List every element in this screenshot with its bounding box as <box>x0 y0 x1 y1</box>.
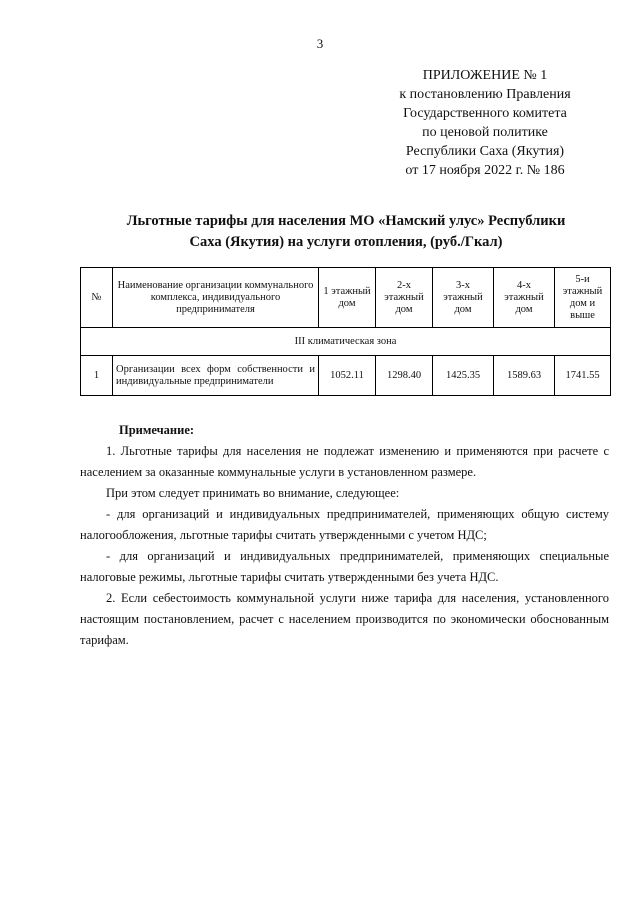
title-line: Льготные тарифы для населения МО «Намский улус» Республики <box>126 213 566 229</box>
title-line: Саха (Якутия) на услуги отопления, (руб./Гкал) <box>189 234 503 250</box>
tariff-table <box>80 267 611 396</box>
appendix-line: по ценовой политике <box>422 125 548 140</box>
note-paragraph: При этом следует принимать во внимание, следующее: <box>106 486 400 500</box>
row-num: 1 <box>81 356 113 396</box>
notes-heading: Примечание: <box>119 423 195 437</box>
notes-section <box>80 420 609 651</box>
zone-row <box>81 328 611 356</box>
page-number: 3 <box>316 36 324 51</box>
note-paragraph: 1. Льготные тарифы для населения не подлежат изменению и применяются при расчете с населением за оказанные коммунальные услуги в установленном размере. <box>80 444 609 479</box>
note-paragraph: - для организаций и индивидуальных предпринимателей, применяющих общую систему налогообложения, льготные тарифы считать утвержденными с учетом НДС; <box>80 507 609 542</box>
tariff-floor-5: 1741.55 <box>555 356 611 396</box>
tariff-floor-2: 1298.40 <box>376 356 433 396</box>
header-floor-2: 2-х этажный дом <box>376 268 433 328</box>
note-paragraph: 2. Если себестоимость коммунальной услуги ниже тарифа для населения, установленного настоящим постановлением, расчет с населением производится по экономически обоснованным тарифам. <box>80 591 609 647</box>
header-floor-3: 3-х этажный дом <box>433 268 494 328</box>
header-floor-1: 1 этажный дом <box>319 268 376 328</box>
header-num: № <box>81 268 113 328</box>
tariff-floor-1: 1052.11 <box>319 356 376 396</box>
organization-name: Организации всех форм собственности и индивидуальные предприниматели <box>113 356 319 396</box>
document-title <box>80 211 612 253</box>
tariff-floor-4: 1589.63 <box>494 356 555 396</box>
table-row <box>81 356 611 396</box>
header-floor-5: 5-и этажный дом и выше <box>555 268 611 328</box>
note-paragraph: - для организаций и индивидуальных предпринимателей, применяющих специальные налоговые режимы, льготные тарифы считать утвержденными без учета НДС. <box>80 549 609 584</box>
appendix-header <box>370 66 600 180</box>
appendix-line: Республики Саха (Якутия) <box>405 144 565 159</box>
tariff-floor-3: 1425.35 <box>433 356 494 396</box>
header-floor-4: 4-х этажный дом <box>494 268 555 328</box>
appendix-line: Государственного комитета <box>403 106 567 121</box>
appendix-title: ПРИЛОЖЕНИЕ № 1 <box>422 68 548 83</box>
header-name: Наименование организации коммунального комплекса, индивидуального предпринимателя <box>113 268 319 328</box>
appendix-line: к постановлению Правления <box>399 87 571 102</box>
table-header-row <box>81 268 611 328</box>
appendix-date: от 17 ноября 2022 г. № 186 <box>405 163 565 178</box>
climate-zone: III климатическая зона <box>81 328 611 356</box>
